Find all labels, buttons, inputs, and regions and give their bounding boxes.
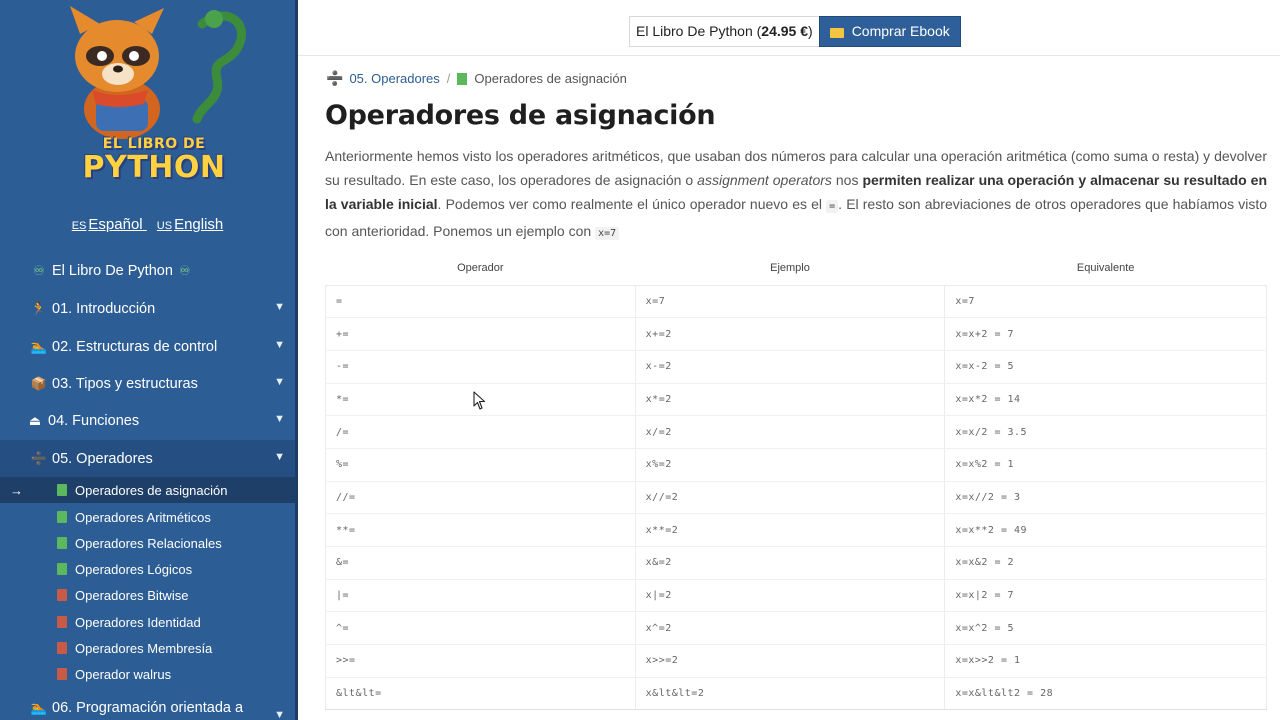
loop-icon: ♾ (178, 262, 191, 278)
book-title: El Libro De Python (24.95 €) (629, 16, 819, 47)
table-row (326, 645, 1267, 678)
chevron-down-icon: ▼ (274, 301, 285, 313)
sidebar-subitem-label: Operadores Bitwise (75, 587, 189, 603)
table-cell: x=x**2 = 49 (945, 514, 1267, 547)
book-green-icon (57, 511, 67, 523)
table-cell: //= (326, 481, 636, 514)
intro-text: nos (831, 172, 863, 188)
chevron-down-icon: ▼ (274, 709, 285, 720)
book-red-icon (57, 589, 67, 601)
table-cell: &= (326, 547, 636, 580)
table-cell: x-=2 (635, 350, 945, 383)
lang-label-spanish: Español (88, 216, 143, 233)
sidebar-subitem-identidad[interactable] (0, 609, 295, 635)
sidebar-subitem-label: Operadores Aritméticos (75, 509, 211, 525)
table-cell: x=x^2 = 5 (945, 612, 1267, 645)
loop-icon: ♾ (33, 262, 45, 278)
sidebar-subitem-logicos[interactable] (0, 556, 295, 582)
language-switcher (0, 216, 295, 233)
table-row (326, 416, 1267, 449)
table-row (326, 318, 1267, 351)
sidebar-item-operadores[interactable] (0, 440, 295, 477)
table-row (326, 677, 1267, 710)
sidebar-subitem-label: Operador walrus (75, 666, 172, 682)
table-cell: x/=2 (635, 416, 945, 449)
table-cell: x=x+2 = 7 (945, 318, 1267, 351)
sidebar-item-label: 05. Operadores (52, 450, 153, 467)
swimmer-icon: 🏊 (30, 338, 48, 354)
book-red-icon (57, 616, 67, 628)
divide-icon: ➗ (326, 70, 344, 86)
table-row (326, 383, 1267, 416)
table-cell: x=x-2 = 5 (945, 350, 1267, 383)
table-cell: x//=2 (635, 481, 945, 514)
intro-text: . El resto son abreviaciones de otros operadores que habíamos visto con anterioridad. Ponemos un ejemplo con (325, 196, 1268, 239)
mouse-cursor-icon (473, 391, 487, 411)
lang-label-english: English (174, 216, 224, 233)
table-cell: x=x*2 = 14 (945, 383, 1267, 416)
sidebar-item-poo[interactable] (0, 689, 295, 720)
intro-emphasis: assignment operators (697, 172, 832, 188)
breadcrumb-separator: / (446, 71, 451, 86)
table-cell: x%=2 (635, 448, 945, 481)
table-cell: x=x/2 = 3.5 (945, 416, 1267, 449)
breadcrumb (326, 70, 627, 87)
book-green-icon (57, 563, 67, 575)
sidebar-item-label: 06. Programación orientada a (52, 699, 244, 716)
table-cell: = (326, 285, 636, 318)
table-cell: x>>=2 (635, 645, 945, 678)
table-cell: x=x//2 = 3 (945, 481, 1267, 514)
column-header-operador: Operador (326, 252, 636, 285)
sidebar-item-label: 03. Tipos y estructuras (52, 375, 198, 392)
lang-link-english[interactable] (157, 216, 223, 233)
table-cell: x|=2 (635, 579, 945, 612)
book-red-icon (57, 642, 67, 654)
chevron-down-icon: ▼ (274, 339, 285, 351)
sidebar-subitem-bitwise[interactable] (0, 582, 295, 608)
table-row (326, 481, 1267, 514)
logo-text (56, 136, 252, 184)
chevron-down-icon: ▼ (274, 413, 285, 425)
book-green-icon (457, 73, 467, 85)
table-row (326, 547, 1267, 580)
sidebar-subitem-label: Operadores Identidad (75, 614, 201, 630)
sidebar-subitem-aritmeticos[interactable] (0, 504, 295, 530)
buy-ebook-label: Comprar Ebook (851, 23, 950, 39)
sidebar-subitem-label: Operadores de asignación (75, 482, 228, 498)
table-cell: x=x|2 = 7 (945, 579, 1267, 612)
book-red-icon (57, 668, 67, 680)
logo-line-1: EL LIBRO DE (102, 136, 206, 152)
sidebar-subitem-walrus[interactable] (0, 661, 295, 687)
table-row (326, 448, 1267, 481)
swimmer-icon: 🏊 (30, 699, 48, 715)
table-cell: *= (326, 383, 636, 416)
table-header-row (326, 252, 1267, 285)
logo[interactable] (52, 4, 252, 194)
flag-es-icon: ES (71, 220, 87, 232)
chevron-down-icon: ▼ (274, 451, 285, 463)
table-row (326, 514, 1267, 547)
table-cell: -= (326, 350, 636, 383)
logo-line-2: PYTHON (82, 150, 226, 185)
table-cell: x=x&lt&lt2 = 28 (945, 677, 1267, 710)
table-cell: %= (326, 448, 636, 481)
intro-text: . Podemos ver como realmente el único operador nuevo es el (437, 196, 827, 212)
book-green-icon (57, 484, 67, 496)
table-cell: += (326, 318, 636, 351)
column-header-ejemplo: Ejemplo (635, 252, 945, 285)
sidebar-item-label: 04. Funciones (48, 412, 140, 429)
sidebar-item-label: El Libro De Python (52, 262, 173, 279)
table-cell: x*=2 (635, 383, 945, 416)
table-cell: &lt&lt= (326, 677, 636, 710)
table-row (326, 350, 1267, 383)
table-cell: x&=2 (635, 547, 945, 580)
sidebar-item-introduccion[interactable] (0, 290, 295, 327)
intro-paragraph (325, 144, 1267, 246)
breadcrumb-current: Operadores de asignación (474, 71, 627, 86)
page-title: Operadores de asignación (325, 100, 716, 131)
chevron-down-icon: ▼ (274, 376, 285, 388)
table-cell: **= (326, 514, 636, 547)
sidebar-subitem-label: Operadores Membresía (75, 640, 213, 656)
flag-us-icon: US (156, 220, 173, 232)
table-cell: x**=2 (635, 514, 945, 547)
sidebar-item-estructuras-control[interactable] (0, 328, 295, 365)
table-cell: /= (326, 416, 636, 449)
intro-text: Anteriormente hemos visto los operadores aritméticos, que usaban dos números para calcular una operación aritmética (como suma o resta) y devolver su resultado. En este caso, los operadores de asignación o (325, 148, 1267, 188)
box-icon: 📦 (30, 375, 48, 391)
table-cell: x=x&2 = 2 (945, 547, 1267, 580)
folder-icon (830, 28, 844, 38)
book-promo (629, 16, 961, 47)
column-header-equivalente: Equivalente (945, 252, 1267, 285)
operators-table (325, 252, 1267, 710)
sidebar-item-home[interactable] (0, 252, 295, 289)
divide-icon: ➗ (30, 450, 48, 466)
funnel-icon: ⏏ (28, 412, 42, 428)
sidebar-item-funciones[interactable] (0, 402, 295, 439)
table-cell: x^=2 (635, 612, 945, 645)
sidebar-item-label: 02. Estructuras de control (52, 338, 218, 355)
table-row (326, 612, 1267, 645)
book-price: 24.95 € (761, 23, 809, 39)
table-cell: x=x>>2 = 1 (945, 645, 1267, 678)
sidebar-subitem-label: Operadores Lógicos (75, 561, 193, 577)
lang-link-spanish[interactable] (72, 216, 147, 233)
sidebar (0, 0, 295, 720)
table-row (326, 579, 1267, 612)
book-green-icon (57, 537, 67, 549)
sidebar-subitem-label: Operadores Relacionales (75, 535, 222, 551)
table-cell: x+=2 (635, 318, 945, 351)
sidebar-item-label: 01. Introducción (52, 300, 156, 317)
runner-icon: 🏃 (30, 300, 48, 316)
sidebar-subitem-membresia[interactable] (0, 635, 295, 661)
table-cell: |= (326, 579, 636, 612)
table-cell: x=7 (635, 285, 945, 318)
intro-strong: permiten realizar una operación y almacenar su resultado en la variable inicial (325, 172, 1268, 212)
sidebar-subitem-asignacion[interactable] (0, 477, 295, 503)
inline-code: x=7 (595, 227, 619, 240)
inline-code: = (826, 200, 838, 213)
book-title-text: El Libro De Python (636, 23, 753, 39)
table-cell: >>= (326, 645, 636, 678)
arrow-right-icon: → (10, 482, 23, 498)
table-cell: ^= (326, 612, 636, 645)
table-cell: x=x%2 = 1 (945, 448, 1267, 481)
sidebar-item-tipos-estructuras[interactable] (0, 365, 295, 402)
table-cell: x&lt&lt=2 (635, 677, 945, 710)
table-cell: x=7 (945, 285, 1267, 318)
table-row (326, 285, 1267, 318)
sidebar-subitem-relacionales[interactable] (0, 530, 295, 556)
sidebar-scrollbar[interactable] (295, 0, 298, 720)
buy-ebook-button[interactable] (819, 16, 961, 47)
breadcrumb-section-link[interactable]: 05. Operadores (349, 71, 440, 86)
